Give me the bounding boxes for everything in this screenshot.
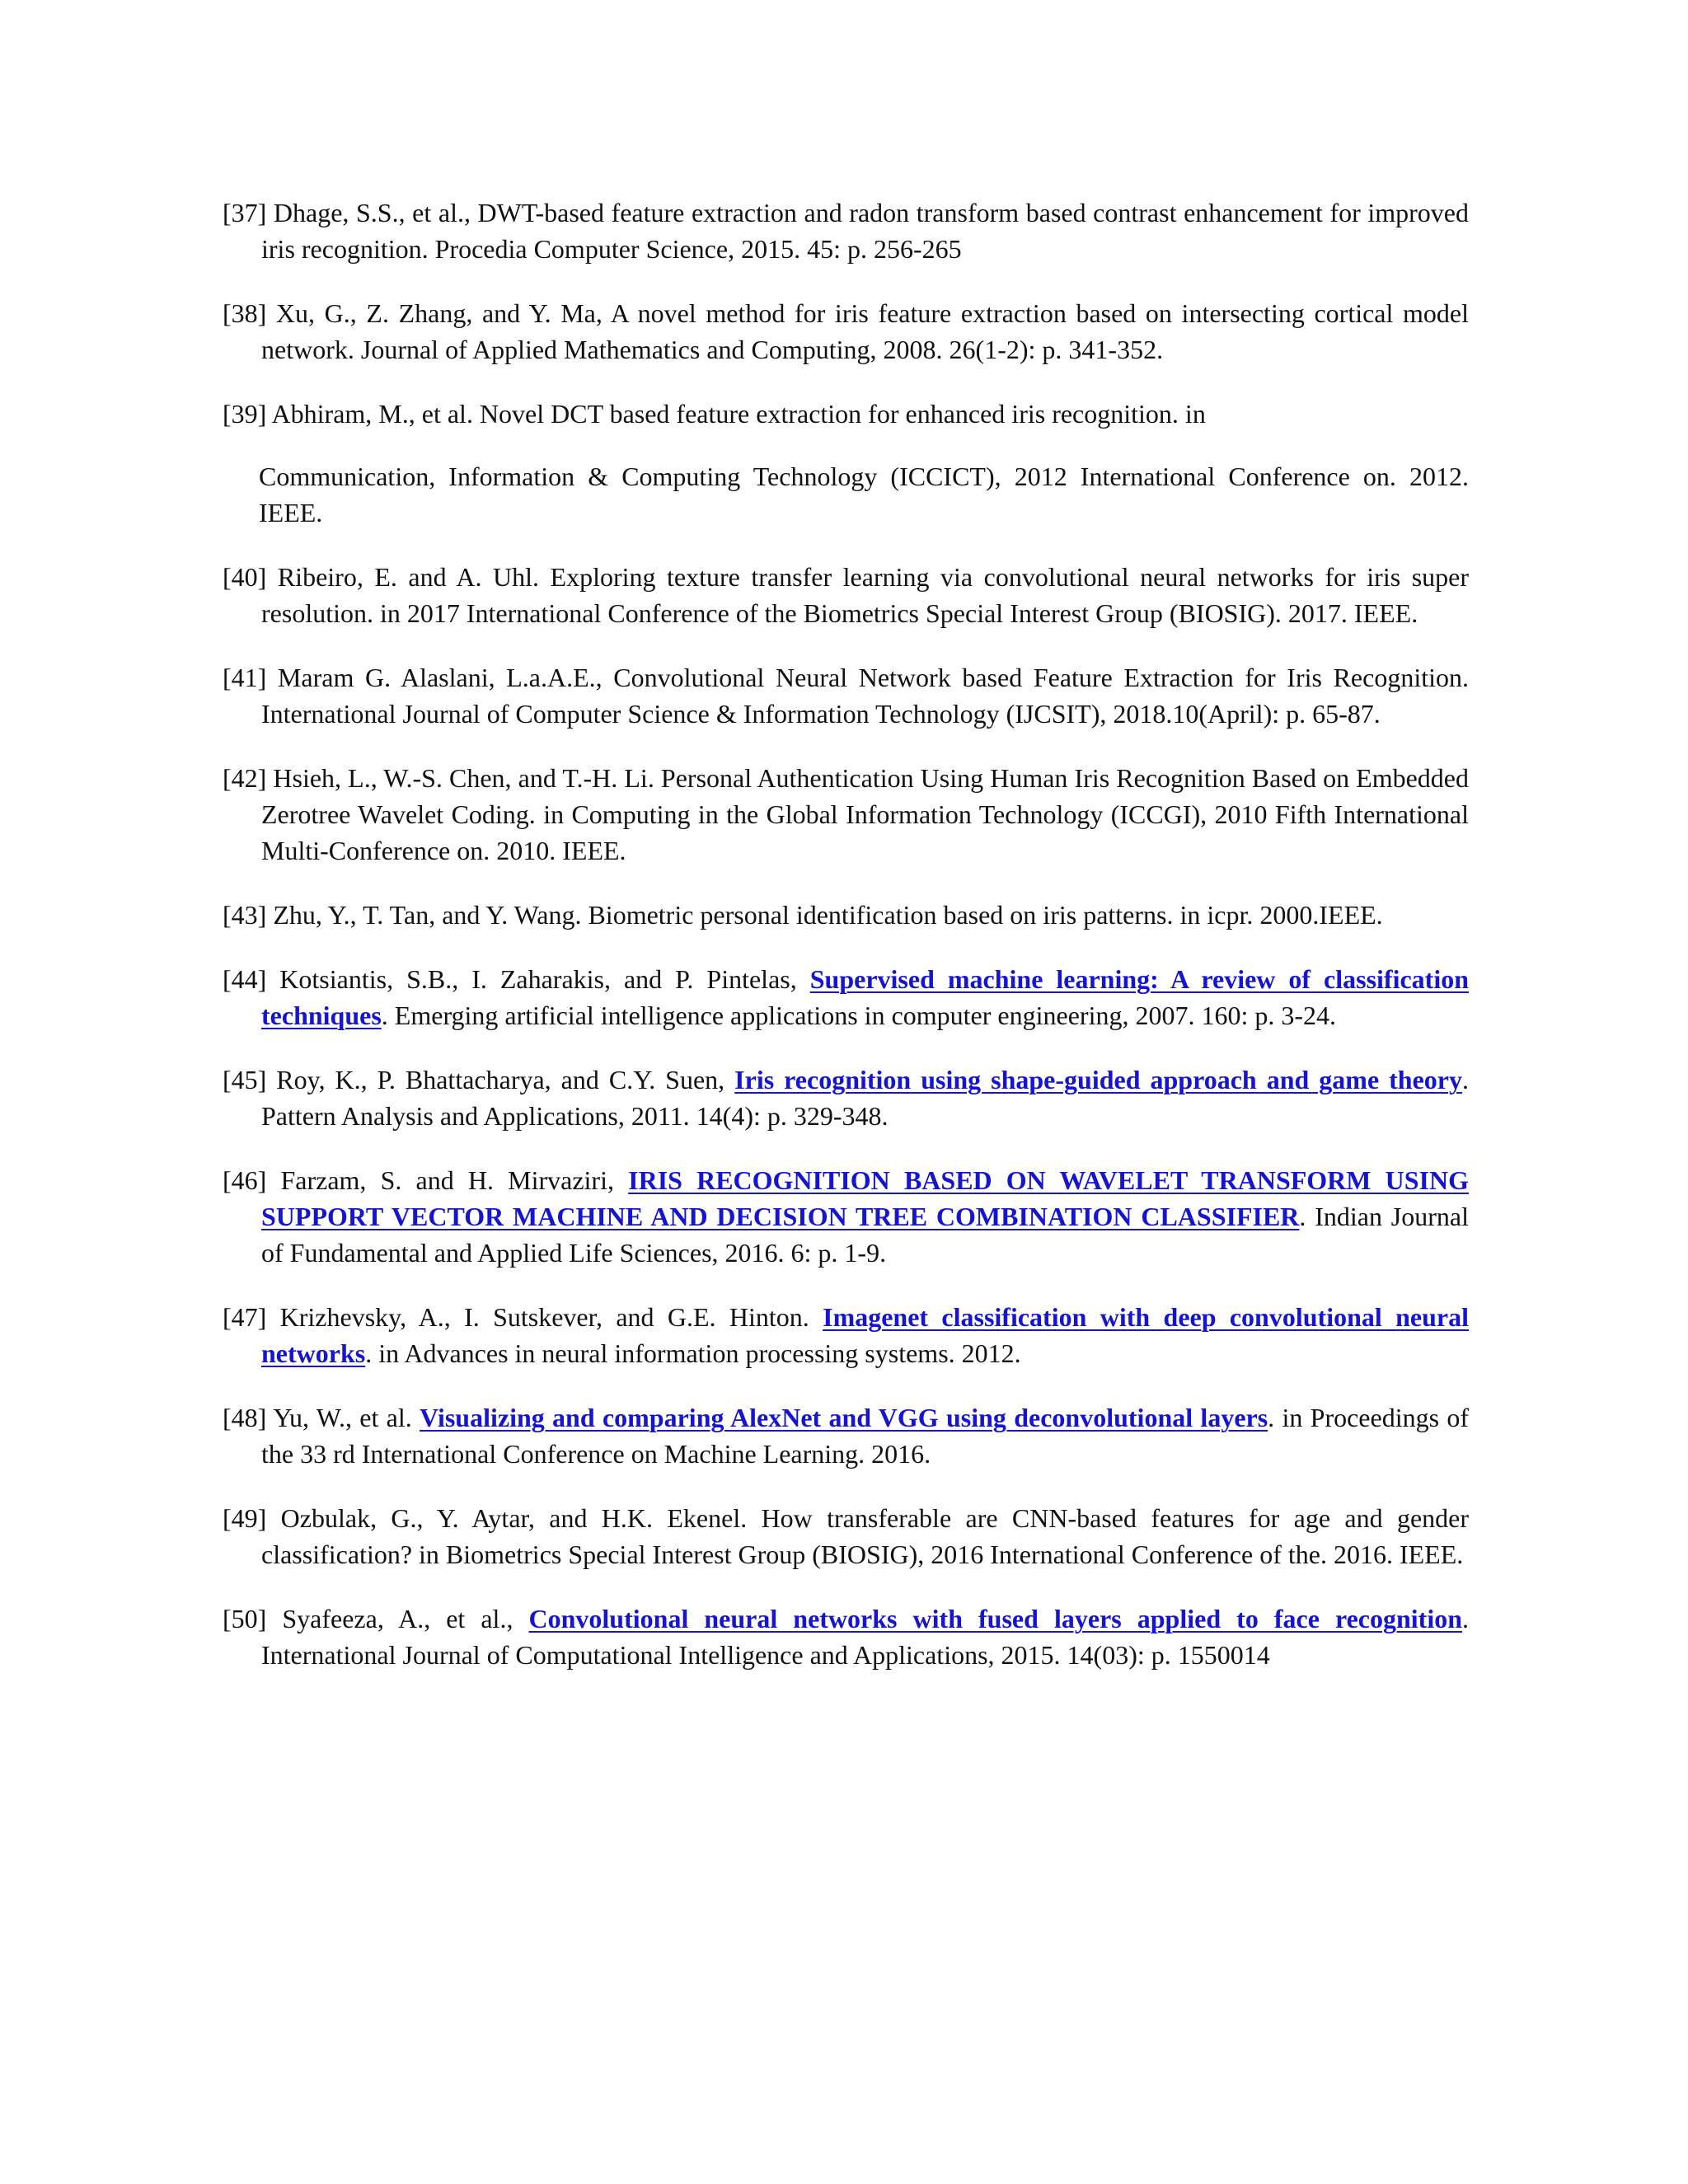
reference-text: . Pattern Analysis and Applications, 2011. 14(4): p. 329-348. [261,1065,1470,1131]
reference-item [223,897,1469,933]
reference-number: [50] [223,1604,267,1633]
reference-text: Ribeiro, E. and A. Uhl. Exploring texture transfer learning via convolutional neural networks for iris super resolution. in 2017 International Conference of the Biometrics Special Interest Group (BIOSIG). 2017. IEEE. [261,562,1469,628]
reference-link[interactable]: Imagenet classification with deep convolutional neural networks [261,1302,1470,1368]
reference-link[interactable]: Convolutional neural networks with fused layers applied to face recognition [528,1604,1463,1633]
reference-text: Kotsiantis, S.B., I. Zaharakis, and P. Pintelas, [266,964,810,994]
reference-text: Hsieh, L., W.-S. Chen, and T.-H. Li. Personal Authentication Using Human Iris Recognition Based on Embedded Zerotree Wavelet Coding. in Computing in the Global Information Technology (ICCGI), 2010 Fifth International Multi-Conference on. 2010. IEEE. [261,763,1469,865]
reference-text: Xu, G., Z. Zhang, and Y. Ma, A novel method for iris feature extraction based on intersecting cortical model network. Journal of Applied Mathematics and Computing, 2008. 26(1-2): p. 341-352. [261,298,1469,364]
reference-text: . in Proceedings of the 33 rd International Conference on Machine Learning. 2016. [261,1403,1470,1469]
reference-item [223,1062,1469,1134]
reference-list [223,194,1469,1701]
reference-number: [44] [223,964,267,994]
reference-text: . International Journal of Computational Intelligence and Applications, 2015. 14(03): p. 1550014 [261,1604,1470,1670]
reference-number: [45] [223,1065,267,1094]
reference-text: Krizhevsky, A., I. Sutskever, and G.E. Hinton. [266,1302,823,1332]
reference-text: Syafeeza, A., et al., [266,1604,529,1633]
reference-item [223,194,1469,267]
reference-number: [38] [223,298,267,328]
reference-text: . Emerging artificial intelligence applications in computer engineering, 2007. 160: p. 3-24. [381,1001,1336,1030]
reference-text: Abhiram, M., et al. Novel DCT based feature extraction for enhanced iris recognition. in [266,399,1206,429]
reference-item [223,961,1469,1033]
reference-link[interactable]: Visualizing and comparing AlexNet and VGG using deconvolutional layers [420,1403,1268,1432]
reference-number: [46] [223,1165,267,1195]
reference-text: Ozbulak, G., Y. Aytar, and H.K. Ekenel. How transferable are CNN-based features for age and gender classification? in Biometrics Special Interest Group (BIOSIG), 2016 International Conference of the. 2016. IEEE. [261,1503,1469,1569]
reference-link[interactable]: Supervised machine learning: A review of classification techniques [261,964,1470,1030]
reference-item [223,1399,1469,1472]
reference-number: [42] [223,763,267,793]
reference-item [223,1299,1469,1371]
reference-number: [48] [223,1403,267,1432]
reference-number: [43] [223,900,267,930]
reference-continuation [223,458,1469,531]
reference-text: . Indian Journal of Fundamental and Applied Life Sciences, 2016. 6: p. 1-9. [261,1202,1470,1268]
reference-text: Roy, K., P. Bhattacharya, and C.Y. Suen, [266,1065,735,1094]
reference-item [223,760,1469,869]
reference-text: . in Advances in neural information processing systems. 2012. [365,1338,1021,1368]
reference-link[interactable]: IRIS RECOGNITION BASED ON WAVELET TRANSFORM USING SUPPORT VECTOR MACHINE AND DECISION TREE COMBINATION CLASSIFIER [261,1165,1470,1231]
reference-number: [37] [223,198,267,227]
reference-item [223,1162,1469,1271]
reference-number: [49] [223,1503,267,1533]
reference-text: Dhage, S.S., et al., DWT-based feature extraction and radon transform based contrast enhancement for improved iris recognition. Procedia Computer Science, 2015. 45: p. 256-265 [261,198,1469,264]
reference-number: [40] [223,562,267,592]
reference-text: Communication, Information & Computing Technology (ICCICT), 2012 International Conference on. 2012. IEEE. [259,462,1469,527]
reference-number: [41] [223,663,267,692]
reference-item [223,659,1469,732]
reference-item [223,396,1469,432]
reference-text: Farzam, S. and H. Mirvaziri, [266,1165,629,1195]
reference-item [223,559,1469,631]
reference-item [223,1500,1469,1572]
reference-number: [47] [223,1302,267,1332]
reference-number: [39] [223,399,267,429]
reference-item [223,1601,1469,1673]
reference-text: Yu, W., et al. [266,1403,420,1432]
reference-link[interactable]: Iris recognition using shape-guided approach and game theory [734,1065,1463,1094]
reference-text: Zhu, Y., T. Tan, and Y. Wang. Biometric personal identification based on iris patterns. in icpr. 2000.IEEE. [266,900,1383,930]
reference-text: Maram G. Alaslani, L.a.A.E., Convolutional Neural Network based Feature Extraction for Iris Recognition. International Journal of Computer Science & Information Technology (IJCSIT), 2018.10(April): p. 65-87. [261,663,1469,729]
reference-item [223,295,1469,368]
